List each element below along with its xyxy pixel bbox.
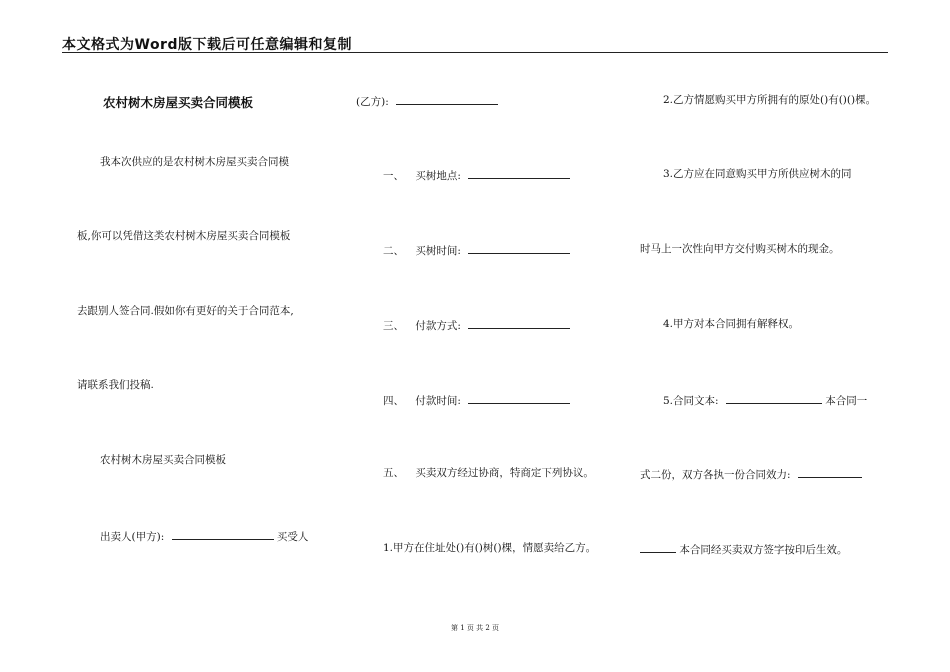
intro-line-1: 我本次供应的是农村树木房屋买卖合同模 [100,156,289,168]
item-3-label: 付款方式: [415,320,461,332]
party-b-line [356,93,498,109]
intro-line-4: 请联系我们投稿. [77,379,154,391]
item-4-line [383,392,570,408]
seller-line [100,528,308,544]
clause-3-line-b: 时马上一次性向甲方交付购买树木的现金。 [640,243,840,255]
header-divider [62,52,888,53]
clause-6-line [640,541,847,557]
item-2-label: 买树时间: [415,245,461,257]
clause-1-line: 1.甲方在住址处()有()树()棵，情愿卖给乙方。 [383,542,597,554]
item-4-number: 四、 [383,395,404,407]
party-b-label: (乙方): [356,96,389,108]
item-5-line [383,466,594,480]
clause-3-line-a: 3.乙方应在同意购买甲方所供应树木的同 [663,168,852,180]
clause-5-tail: 本合同一 [825,395,868,407]
clause-2-line: 2.乙方情愿购买甲方所拥有的原处()有()()棵。 [663,94,877,106]
item-2-number: 二、 [383,245,404,257]
item-4-blank [468,392,570,404]
item-1-line [383,167,570,183]
clause-5b-blank [798,466,862,478]
intro-line-3: 去跟别人签合同.假如你有更好的关于合同范本, [77,305,294,317]
buyer-label: 买受人 [276,531,309,543]
clause-5-blank [726,392,822,404]
clause-6-tail: 本合同经买卖双方签字按印后生效。 [679,544,848,556]
item-5-number: 五、 [383,467,404,479]
item-3-blank [468,317,570,329]
document-header-title: 本文格式为Word版下载后可任意编辑和复制 [62,37,352,53]
clause-5-line-a [663,392,867,408]
intro-line-2: 板,你可以凭借这类农村树木房屋买卖合同模板 [77,230,291,242]
document-title: 农村树木房屋买卖合同模板 [103,95,254,110]
page-footer: 第 1 页 共 2 页 [450,624,500,632]
item-4-label: 付款时间: [415,395,461,407]
subtitle-line: 农村树木房屋买卖合同模板 [100,454,226,466]
item-2-line [383,242,570,258]
item-3-number: 三、 [383,320,404,332]
item-1-label: 买树地点: [415,170,461,182]
clause-6-blank [640,541,676,553]
clause-4-line: 4.甲方对本合同拥有解释权。 [663,318,800,330]
item-3-line [383,317,570,333]
clause-5-label: 5.合同文本: [663,395,719,407]
item-1-blank [468,167,570,179]
clause-5b-text: 式二份，双方各执一份合同效力: [640,469,791,481]
item-2-blank [468,242,570,254]
seller-blank [172,528,274,540]
clause-5-line-b [640,466,862,482]
party-b-blank [396,93,498,105]
seller-label: 出卖人(甲方): [100,531,165,543]
item-5-text: 买卖双方经过协商，特商定下列协议。 [415,467,594,479]
item-1-number: 一、 [383,170,404,182]
